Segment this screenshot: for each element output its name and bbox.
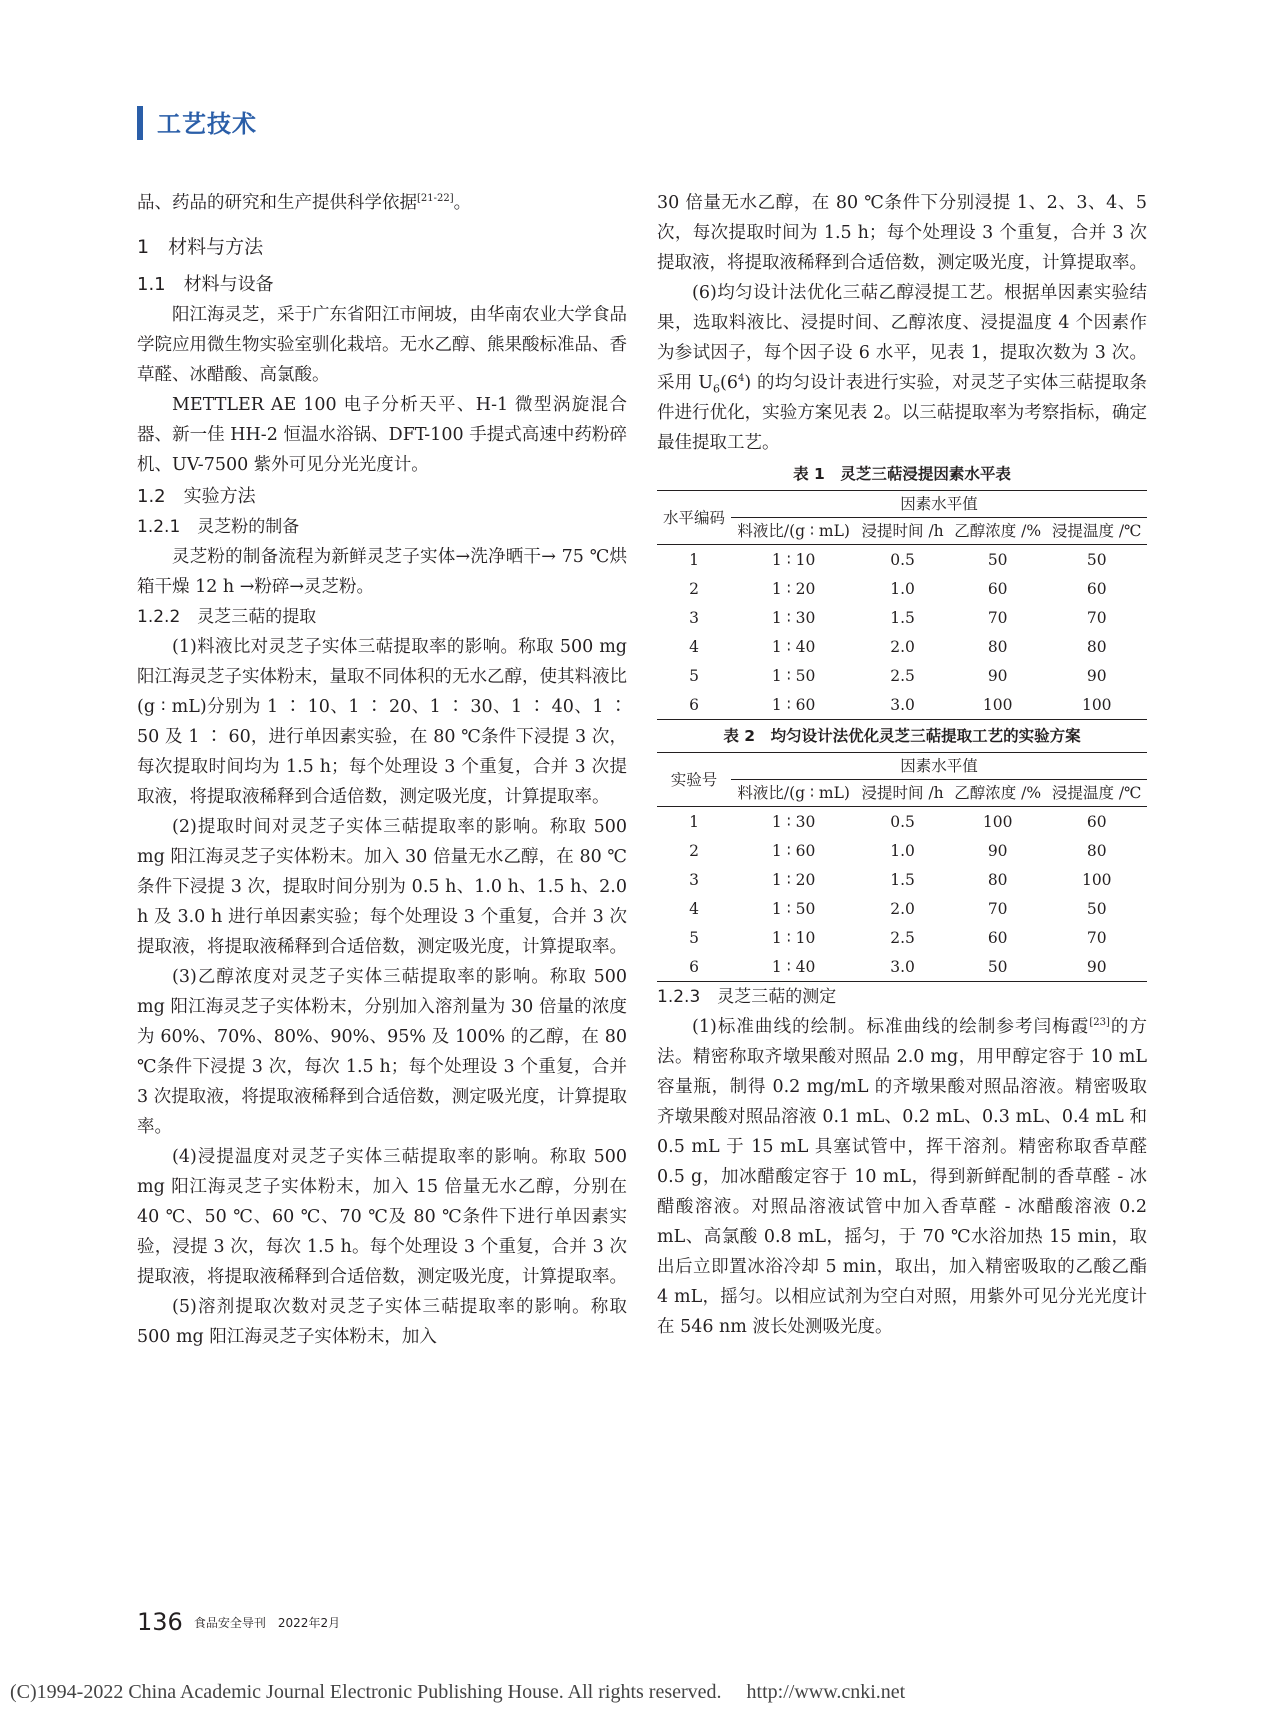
table-cell: 3.0: [856, 690, 949, 720]
table-row: [657, 603, 1147, 632]
right-column: [657, 188, 1147, 1342]
table-cell: 2.0: [890, 637, 915, 656]
paragraph-ratio: (1)料液比对灵芝子实体三萜提取率的影响。称取 500 mg 阳江海灵芝子实体粉末，量取不同体积的无水乙醇，使其料液比(g ∶ mL)分别为 1 ∶ 10、1 ∶ 20、1 ∶ 30、1 ∶ 40、1 ∶ 50 及 1 ∶ 60，进行单因素实验，在 80 ℃条件下浸提 3 次，每次提取时间均为 1.5 h；每个处理设 3 个重复，合并 3 次提取液，将提取液稀释到合适倍数，测定吸光度，计算提取率。: [137, 637, 627, 807]
paragraph-text: ) 的均匀设计表进行实验，对灵芝子实体三萜提取条件进行优化，实验方案见表 2。以三萜提取率为考察指标，确定最佳提取工艺。: [657, 373, 1148, 453]
table-cell: 60: [1086, 812, 1107, 831]
table-cell: 70: [1086, 608, 1107, 627]
table-2: [657, 752, 1147, 982]
paragraph-times-continued: 30 倍量无水乙醇，在 80 ℃条件下分别浸提 1、2、3、4、5 次，每次提取时间为 1.5 h；每个处理设 3 个重复，合并 3 次提取液，将提取液稀释到合适倍数，测定吸光度，计算提取率。: [657, 193, 1147, 273]
table-cell: 1 ∶ 10: [771, 550, 816, 569]
citation: [23]: [1089, 1017, 1110, 1029]
table-cell: 90: [987, 666, 1008, 685]
citation: [21-22]: [417, 193, 454, 205]
table-cell: 80: [1086, 841, 1107, 860]
table-cell: 1 ∶ 40: [771, 637, 816, 656]
table-cell: 5: [689, 666, 699, 685]
table-group-header: 因素水平值: [731, 753, 1147, 780]
page-number: 136: [137, 1608, 183, 1636]
table-row: [657, 894, 1147, 923]
table-row: [657, 865, 1147, 894]
table-header-cell: 水平编码: [657, 491, 731, 545]
table-cell: 1: [689, 812, 699, 831]
table-cell: 100: [1047, 690, 1147, 720]
heading-1: 1 材料与方法: [137, 236, 264, 258]
heading-1-1: 1.1 材料与设备: [137, 274, 274, 295]
table-cell: 80: [987, 637, 1008, 656]
table-cell: 70: [987, 608, 1008, 627]
left-column: [137, 188, 627, 1352]
table-cell: 1 ∶ 40: [731, 952, 856, 982]
table-cell: 50: [949, 952, 1047, 982]
paragraph-text: (6: [720, 373, 738, 393]
table-cell: 70: [987, 899, 1008, 918]
table-cell: 1 ∶ 10: [771, 928, 816, 947]
paragraph-text: (6)均匀设计法优化三萜乙醇浸提工艺。根据单因素实验结果，选取料液比、浸提时间、乙醇浓度、浸提温度 4 个因素作为参试因子，每个因子设 6 水平，见表 1，提取次数为 3 次。采用 U: [657, 283, 1147, 393]
table-header-cell: 浸提时间 /h: [856, 518, 949, 545]
table-header-cell: 实验号: [657, 753, 731, 807]
table-cell: 3.0: [856, 952, 949, 982]
paragraph-text: 品、药品的研究和生产提供科学依据: [137, 193, 417, 213]
table-cell: 1 ∶ 60: [731, 690, 856, 720]
table-cell: 1 ∶ 30: [771, 812, 816, 831]
table-cell: 1 ∶ 50: [771, 899, 816, 918]
paragraph-uniform-design: [657, 278, 1147, 458]
paragraph-ethanol: (3)乙醇浓度对灵芝子实体三萜提取率的影响。称取 500 mg 阳江海灵芝子实体粉末，分别加入溶剂量为 30 倍量的浓度为 60%、70%、80%、90%、95% 及 100% 的乙醇，在 80 ℃条件下浸提 3 次，每次 1.5 h；每个处理设 3 个重复，合并 3 次提取液，将提取液稀释到合适倍数，测定吸光度，计算提取率。: [137, 967, 627, 1137]
table-cell: 90: [987, 841, 1008, 860]
table-cell: 80: [987, 870, 1008, 889]
paragraph-equipment: METTLER AE 100 电子分析天平、H-1 微型涡旋混合器、新一佳 HH-2 恒温水浴锅、DFT-100 手提式高速中药粉碎机、UV-7500 紫外可见分光光度计。: [137, 395, 627, 475]
table-row: [657, 807, 1147, 837]
table-header-cell: 浸提温度 /℃: [1047, 518, 1147, 545]
table-row: [657, 632, 1147, 661]
table-cell: 50: [1086, 899, 1107, 918]
table-group-header: 因素水平值: [731, 491, 1147, 518]
table-row: [657, 923, 1147, 952]
copyright-notice: (C)1994-2022 China Academic Journal Electronic Publishing House. All rights reserved. http://www.cnki.net: [10, 1681, 906, 1703]
table-cell: 90: [1047, 952, 1147, 982]
table-cell: 2.0: [890, 899, 915, 918]
journal-info: 食品安全导刊 2022年2月: [193, 1615, 341, 1630]
table-cell: 2.5: [890, 928, 915, 947]
table-cell: 60: [987, 579, 1008, 598]
table-row: [657, 574, 1147, 603]
heading-1-2-2: 1.2.2 灵芝三萜的提取: [137, 607, 317, 627]
table-cell: 50: [987, 550, 1008, 569]
table-1-caption: 表 1 灵芝三萜浸提因素水平表: [793, 465, 1011, 483]
paragraph-text: 的方法。精密称取齐墩果酸对照品 2.0 mg，用甲醇定容于 10 mL 容量瓶，制得 0.2 mg/mL 的齐墩果酸对照品溶液。精密吸取齐墩果酸对照品溶液 0.1 mL、0.2 mL、0.3 mL、0.4 mL 和 0.5 mL 于 15 mL 具塞试管中，挥干溶剂。精密称取香草醛 0.5 g，加冰醋酸定容于 10 mL，得到新鲜配制的香草醛 - 冰醋酸溶液。对照品溶液试管中加入香草醛 - 冰醋酸溶液 0.2 mL、高氯酸 0.8 mL，摇匀，于 70 ℃水浴加热 15 min，取出后立即置冰浴冷却 5 min，取出，加入精密吸取的乙酸乙酯 4 mL，摇匀。以相应试剂为空白对照，用紫外可见分光光度计在 546 nm 波长处测吸光度。: [657, 1017, 1148, 1337]
table-row: [657, 661, 1147, 690]
paragraph-standard-curve: [657, 1012, 1147, 1342]
page-footer: [137, 1608, 340, 1636]
table-cell: 2: [689, 579, 699, 598]
heading-1-2: 1.2 实验方法: [137, 486, 256, 507]
table-cell: 5: [689, 928, 699, 947]
heading-1-2-3: 1.2.3 灵芝三萜的测定: [657, 987, 837, 1007]
table-cell: 2.5: [890, 666, 915, 685]
paragraph-end: 。: [453, 193, 472, 213]
table-header-cell: 浸提温度 /℃: [1047, 780, 1147, 807]
paragraph-temperature: (4)浸提温度对灵芝子实体三萜提取率的影响。称取 500 mg 阳江海灵芝子实体粉末，加入 15 倍量无水乙醇，分别在 40 ℃、50 ℃、60 ℃、70 ℃及 80 ℃条件下进行单因素实验，浸提 3 次，每次 1.5 h。每个处理设 3 个重复，合并 3 次提取液，将提取液稀释到合适倍数，测定吸光度，计算提取率。: [137, 1147, 627, 1287]
table-cell: 1 ∶ 50: [771, 666, 816, 685]
table-cell: 3: [689, 608, 699, 627]
table-cell: 90: [1086, 666, 1107, 685]
table-cell: 1.0: [890, 579, 915, 598]
heading-1-2-1: 1.2.1 灵芝粉的制备: [137, 517, 300, 537]
table-cell: 1.0: [890, 841, 915, 860]
section-header-bar: [137, 106, 143, 140]
subscript: 6: [713, 382, 721, 396]
table-cell: 70: [1086, 928, 1107, 947]
table-cell: 1.5: [890, 870, 915, 889]
table-cell: 0.5: [890, 550, 915, 569]
table-cell: 6: [657, 690, 731, 720]
table-header-cell: 料液比/(g ∶ mL): [731, 780, 856, 807]
table-cell: 100: [982, 812, 1013, 831]
table-header-cell: 料液比/(g ∶ mL): [731, 518, 856, 545]
table-cell: 60: [987, 928, 1008, 947]
table-cell: 1 ∶ 20: [771, 579, 816, 598]
table-cell: 0.5: [890, 812, 915, 831]
table-cell: 4: [689, 899, 699, 918]
section-title: 工艺技术: [157, 110, 257, 138]
paragraph-powder-prep: 灵芝粉的制备流程为新鲜灵芝子实体→洗净晒干→ 75 ℃烘箱干燥 12 h →粉碎→灵芝粉。: [137, 547, 627, 597]
superscript: 4: [738, 373, 745, 385]
table-cell: 3: [689, 870, 699, 889]
table-cell: 1 ∶ 30: [771, 608, 816, 627]
table-cell: 2: [689, 841, 699, 860]
table-cell: 60: [1086, 579, 1107, 598]
paragraph-materials: 阳江海灵芝，采于广东省阳江市闸坡，由华南农业大学食品学院应用微生物实验室驯化栽培。无水乙醇、熊果酸标准品、香草醛、冰醋酸、高氯酸。: [137, 305, 627, 385]
table-row: [657, 690, 1147, 720]
paragraph-time: (2)提取时间对灵芝子实体三萜提取率的影响。称取 500 mg 阳江海灵芝子实体粉末。加入 30 倍量无水乙醇，在 80 ℃条件下浸提 3 次，提取时间分别为 0.5 h、1.0 h、1.5 h、2.0 h 及 3.0 h 进行单因素实验；每个处理设 3 个重复，合并 3 次提取液，将提取液稀释到合适倍数，测定吸光度，计算提取率。: [137, 817, 627, 957]
table-row: [657, 545, 1147, 575]
paragraph-times: (5)溶剂提取次数对灵芝子实体三萜提取率的影响。称取 500 mg 阳江海灵芝子实体粉末，加入: [137, 1297, 627, 1347]
table-cell: 100: [1081, 870, 1112, 889]
table-cell: 6: [657, 952, 731, 982]
table-2-caption: 表 2 均匀设计法优化灵芝三萜提取工艺的实验方案: [723, 727, 1081, 745]
paragraph-continued: [137, 188, 627, 218]
table-row: [657, 952, 1147, 982]
table-header-cell: 乙醇浓度 /%: [949, 780, 1047, 807]
paragraph-text: (1)标准曲线的绘制。标准曲线的绘制参考闫梅霞: [692, 1017, 1090, 1037]
table-cell: 1.5: [890, 608, 915, 627]
table-row: [657, 836, 1147, 865]
table-1: [657, 490, 1147, 720]
table-cell: 50: [1086, 550, 1107, 569]
table-header-cell: 乙醇浓度 /%: [949, 518, 1047, 545]
table-cell: 1 ∶ 60: [771, 841, 816, 860]
table-cell: 1 ∶ 20: [771, 870, 816, 889]
table-cell: 4: [689, 637, 699, 656]
table-header-cell: 浸提时间 /h: [856, 780, 949, 807]
table-cell: 1: [689, 550, 699, 569]
table-cell: 100: [949, 690, 1047, 720]
table-cell: 80: [1086, 637, 1107, 656]
